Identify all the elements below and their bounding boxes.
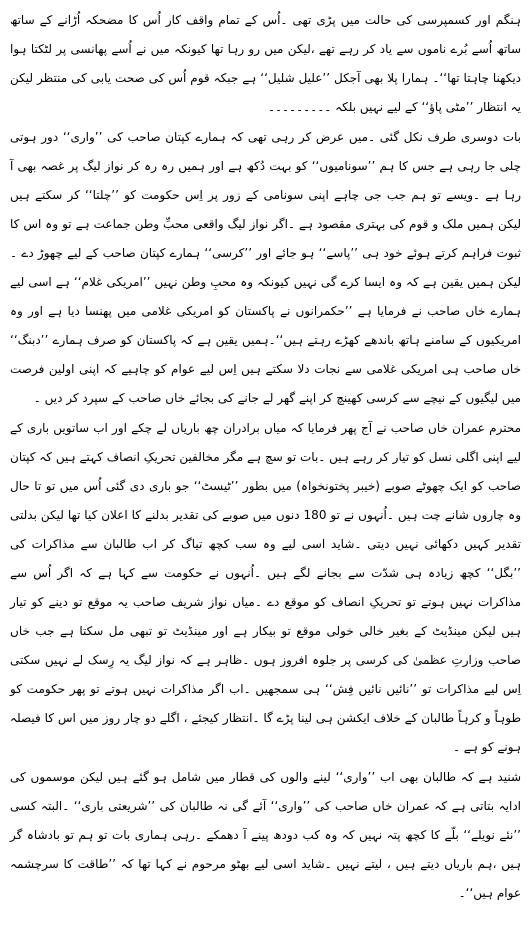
article-paragraph-4: شنید ہے کہ طالبان بھی اب ’’واری‘‘ لینے والوں کی قطار میں شامل ہو گئے ہیں لیکن موسموں کی ادایہ بتاتی ہے کہ عمران خاں صاحب کی ’’واری‘‘ آئے گی نہ طالبان کی ’’شریعتی باری‘‘ ۔البتہ کسی ’’نئے نویلے‘‘ بلّے کا کچھ پتہ نہیں کہ وہ کب دودھ پینے آ دھمکے ۔رہی ہماری بات تو ہم تو بادشاہ گر ہیں ،ہم باریاں دیتے ہیں ، لیتے نہیں ۔شاید اسی لیے بھٹو مرحوم نے کہا تھا کہ ’’طاقت کا سرچشمہ عوام ہیں‘‘۔ bbox=[10, 770, 521, 900]
article-paragraph-1: ہنگم اور کسمپرسی کی حالت میں پڑی تھی ۔اُس کے تمام واقف کار اُس کا مضحکہ اُڑانے کے ساتھ ساتھ اُسے بُرے ناموں سے یاد کر رہے تھے ،لیکن میں رو رہا تھا کیونکہ میں نے اُسے پھانسی پر لٹکتا ہوا دیکھنا چاہتا تھا‘‘۔ ہمارا پلا بھی آجکل ’’علیل شلیل‘‘ ہے جبکہ قوم اُس کی صحت یابی کی منتظر لیکن یہ انتظار ’’مٹی پاؤ‘‘ کے لیے نہیں بلکہ ۔۔۔۔۔۔۔۔۔ bbox=[10, 13, 521, 114]
article-paragraph-3: محترم عمران خاں صاحب نے آج پھر فرمایا کہ میاں برادران چھ باریاں لے چکے اور اب ساتویں باری کے لیے اپنی اگلی نسل کو تیار کر رہے ہیں ۔بات تو سچ ہے مگر مخالفین تحریکِ انصاف کہتے ہیں کہ کپتان صاحب کو ایک چھوٹے صوبے (خیبر پختونخواہ) میں بطور ’’ٹیسٹ‘‘ جو باری دی گئی اُس میں تو تا حال وہ چاروں شانے چت ہیں ۔اُنہوں نے تو 180 دنوں میں صوبے کی تقدیر بدلنے کا اعلان کیا تھا لیکن بدلتی تقدیر کہیں دکھائی نہیں دیتی ۔شاید اسی لیے وہ سب کچھ تیاگ کر اب طالبان سے مذاکرات کی ’’بگل‘‘ کچھ زیادہ ہی شدّت سے بجانے لگے ہیں ۔اُنہوں نے حکومت سے کہا ہے کہ اگر اُس سے مذاکرات نہیں ہوتے تو تحریکِ انصاف کو موقع دے ۔میاں نواز شریف صاحب یہ موقع تو دینے کو تیار ہیں لیکن مینڈیٹ کے بغیر خالی خولی موقع تو بیکار ہے اور مینڈیٹ تو تبھی مل سکتا ہے جب خاں صاحب وزارتِ عظمیٰ کی کرسی پر جلوہ افروز ہوں ۔ظاہر ہے کہ نواز لیگ یہ رِسک لے نہیں سکتی اِس لیے مذاکرات تو ’’نائیں نائیں فِش‘‘ ہی سمجھیں ۔اب اگر مذاکرات نہیں ہوتے تو پھر حکومت کو طوہاً و کرہاً طالبان کے خلاف ایکشن ہی لینا پڑے گا ۔انتظار کیجئے ، اگلے دو چار روز میں اس کا فیصلہ ہونے کو ہے ۔ bbox=[10, 421, 521, 754]
article-paragraph-2: بات دوسری طرف نکل گئی ۔میں عرض کر رہی تھی کہ ہمارے کپتان صاحب کی ’’واری‘‘ دور ہوتی چلی جا رہی ہے جس کا ہم ’’سونامیوں‘‘ کو بہت دُکھ ہے اور ہمیں رہ رہ کر نواز لیگ پر غصہ بھی آ رہا ہے ۔ویسے تو ہم جب جی چاہے اپنی سونامی کے زور پر اِس حکومت کو ’’چلتا‘‘ کر سکتے ہیں لیکن ہمیں ملک و قوم کی بہتری مقصود ہے ۔اگر نواز لیگ واقعی محبِّ وطن جماعت ہے تو وہ اس کا ثبوت فراہم کرتے ہوئے خود ہی ’’پاسے‘‘ ہو جائے اور ’’کرسی‘‘ ہمارے کپتان صاحب کے لیے چھوڑ دے ۔لیکن ہمیں یقین ہے کہ وہ ایسا کرے گی نہیں کیونکہ وہ محبِ وطن نہیں ’’امریکی غلام‘‘ ہے اسی لیے ہمارے خاں صاحب نے فرمایا ہے ’’حکمرانوں نے پاکستان کو امریکی غلامی میں پھنسا دیا ہے اور وہ امریکیوں کے سامنے ہاتھ باندھے کھڑے رہتے ہیں‘‘۔ہمیں یقین ہے کہ پاکستان کو صرف ہمارے ’’دبنگ‘‘ خاں صاحب ہی امریکی غلامی سے نجات دلا سکتے ہیں اِس لیے عوام کو چاہیے کہ اپنی اولین فرصت میں لیگیوں کے نیچے سے کرسی کھینچ کر اپنے گھر لے جانے کی بجائے خاں صاحب کے سپرد کر دیں ۔ bbox=[10, 130, 521, 405]
